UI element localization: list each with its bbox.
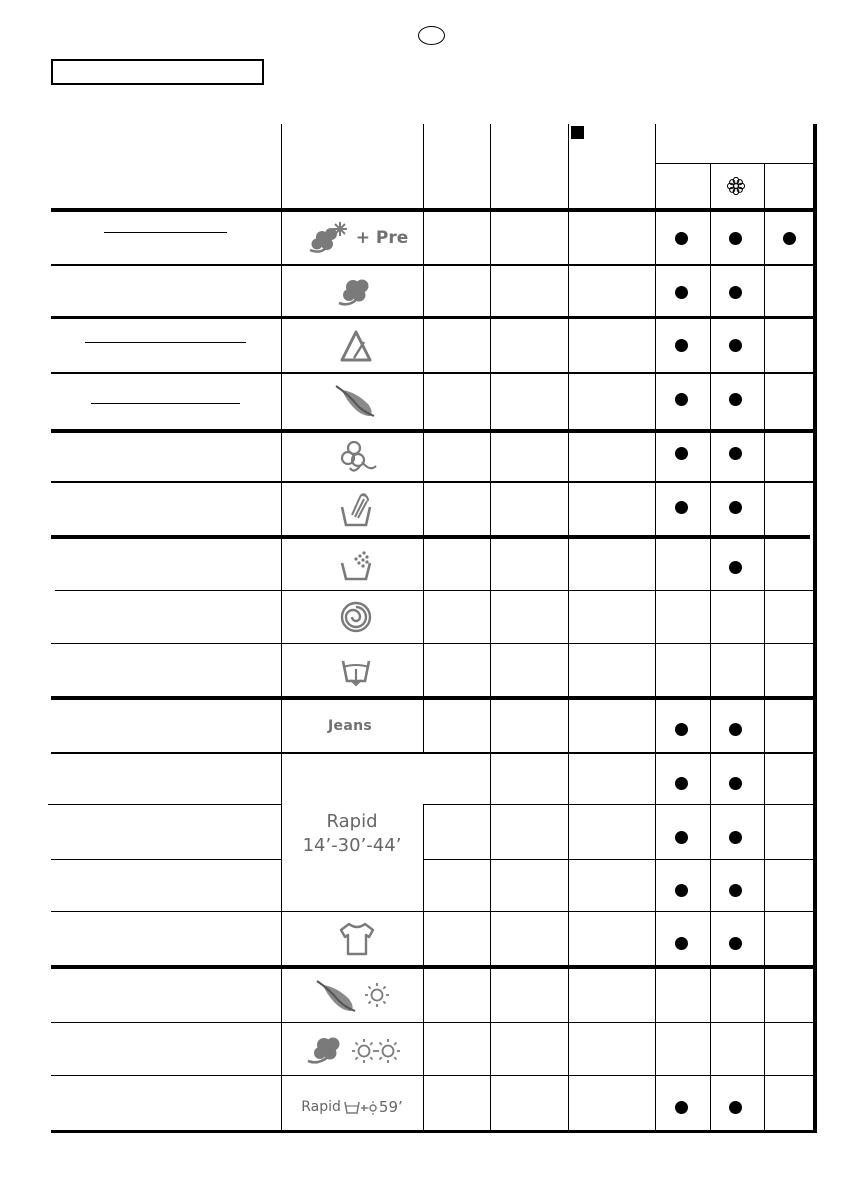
row-divider — [51, 1075, 817, 1076]
flower-icon — [722, 174, 750, 198]
row-divider — [51, 752, 817, 754]
filled-square-icon — [571, 126, 584, 139]
indicator-dot — [729, 831, 742, 844]
row-divider — [51, 643, 817, 644]
indicator-dot — [729, 501, 742, 514]
indicator-dot — [675, 286, 688, 299]
row-divider — [423, 804, 817, 805]
programme-name-underline — [85, 342, 246, 343]
spin-spiral-icon — [332, 595, 380, 639]
row-divider — [51, 1022, 817, 1023]
col-divider — [281, 124, 282, 1132]
row-divider — [51, 316, 817, 319]
indicator-dot — [729, 777, 742, 790]
programme-name-underline — [91, 403, 240, 404]
rapid-wash-dry-label — [284, 1090, 420, 1124]
table-right-border — [813, 124, 817, 1133]
indicator-dot — [729, 232, 742, 245]
rinse-shower-icon — [332, 543, 380, 587]
indicator-dot — [729, 339, 742, 352]
indicator-dot — [675, 393, 688, 406]
rapid-label — [282, 806, 422, 862]
col-divider — [710, 164, 711, 1132]
cotton-plus-prewash-icon — [290, 216, 418, 260]
shirt-icon — [332, 917, 382, 961]
col-divider — [423, 804, 424, 1132]
indicator-dot — [729, 561, 742, 574]
col-divider — [423, 124, 424, 754]
indicator-dot — [729, 1101, 742, 1114]
header-sub-divider — [655, 163, 815, 164]
wool-yarn-icon — [332, 434, 382, 478]
jeans-label — [300, 714, 400, 738]
rule-group-1 — [51, 429, 817, 433]
indicator-dot — [675, 723, 688, 736]
indicator-dot — [783, 232, 796, 245]
indicator-dot — [729, 447, 742, 460]
col-divider — [655, 124, 656, 1132]
rule-group-3 — [51, 696, 817, 700]
row-divider — [51, 481, 817, 483]
row-divider — [51, 911, 817, 912]
indicator-dot — [675, 232, 688, 245]
indicator-dot — [729, 884, 742, 897]
row-divider — [51, 264, 817, 266]
indicator-dot — [675, 1101, 688, 1114]
row-divider — [55, 590, 817, 591]
col-divider — [764, 164, 765, 1132]
programme-name-underline — [104, 232, 227, 233]
feather-dry-icon — [312, 974, 396, 1018]
indicator-dot — [729, 286, 742, 299]
prewash-label: + Pre — [355, 228, 409, 248]
rapid-wash-dry-time: 59’ — [378, 1098, 403, 1116]
jeans-text: Jeans — [328, 718, 372, 734]
rule-group-4 — [51, 965, 817, 969]
indicator-dot — [729, 937, 742, 950]
rule-header-bottom — [51, 208, 817, 212]
feather-icon — [330, 380, 382, 424]
indicator-dot — [675, 777, 688, 790]
drain-icon — [332, 649, 380, 693]
cotton-dry-icon — [300, 1028, 410, 1072]
title-box — [51, 59, 264, 85]
rapid-text: Rapid — [326, 811, 378, 832]
rule-group-2 — [51, 535, 810, 539]
rapid-times: 14’-30’-44’ — [302, 835, 402, 856]
indicator-dot — [675, 339, 688, 352]
cotton-flower-icon — [330, 270, 380, 312]
hand-wash-icon — [332, 486, 380, 532]
row-divider — [48, 804, 281, 805]
page-marker-circle — [418, 26, 445, 45]
indicator-dot — [675, 831, 688, 844]
indicator-dot — [675, 884, 688, 897]
indicator-dot — [729, 393, 742, 406]
row-divider — [51, 859, 281, 860]
rule-table-bottom — [51, 1130, 817, 1133]
indicator-dot — [675, 937, 688, 950]
indicator-dot — [675, 501, 688, 514]
col-divider — [490, 124, 491, 1132]
row-divider — [51, 372, 817, 374]
triangle-icon — [332, 324, 380, 368]
rapid-wash-dry-text: Rapid — [301, 1099, 341, 1115]
indicator-dot — [675, 447, 688, 460]
col-divider — [568, 124, 569, 1132]
row-divider — [423, 859, 817, 860]
indicator-dot — [729, 723, 742, 736]
